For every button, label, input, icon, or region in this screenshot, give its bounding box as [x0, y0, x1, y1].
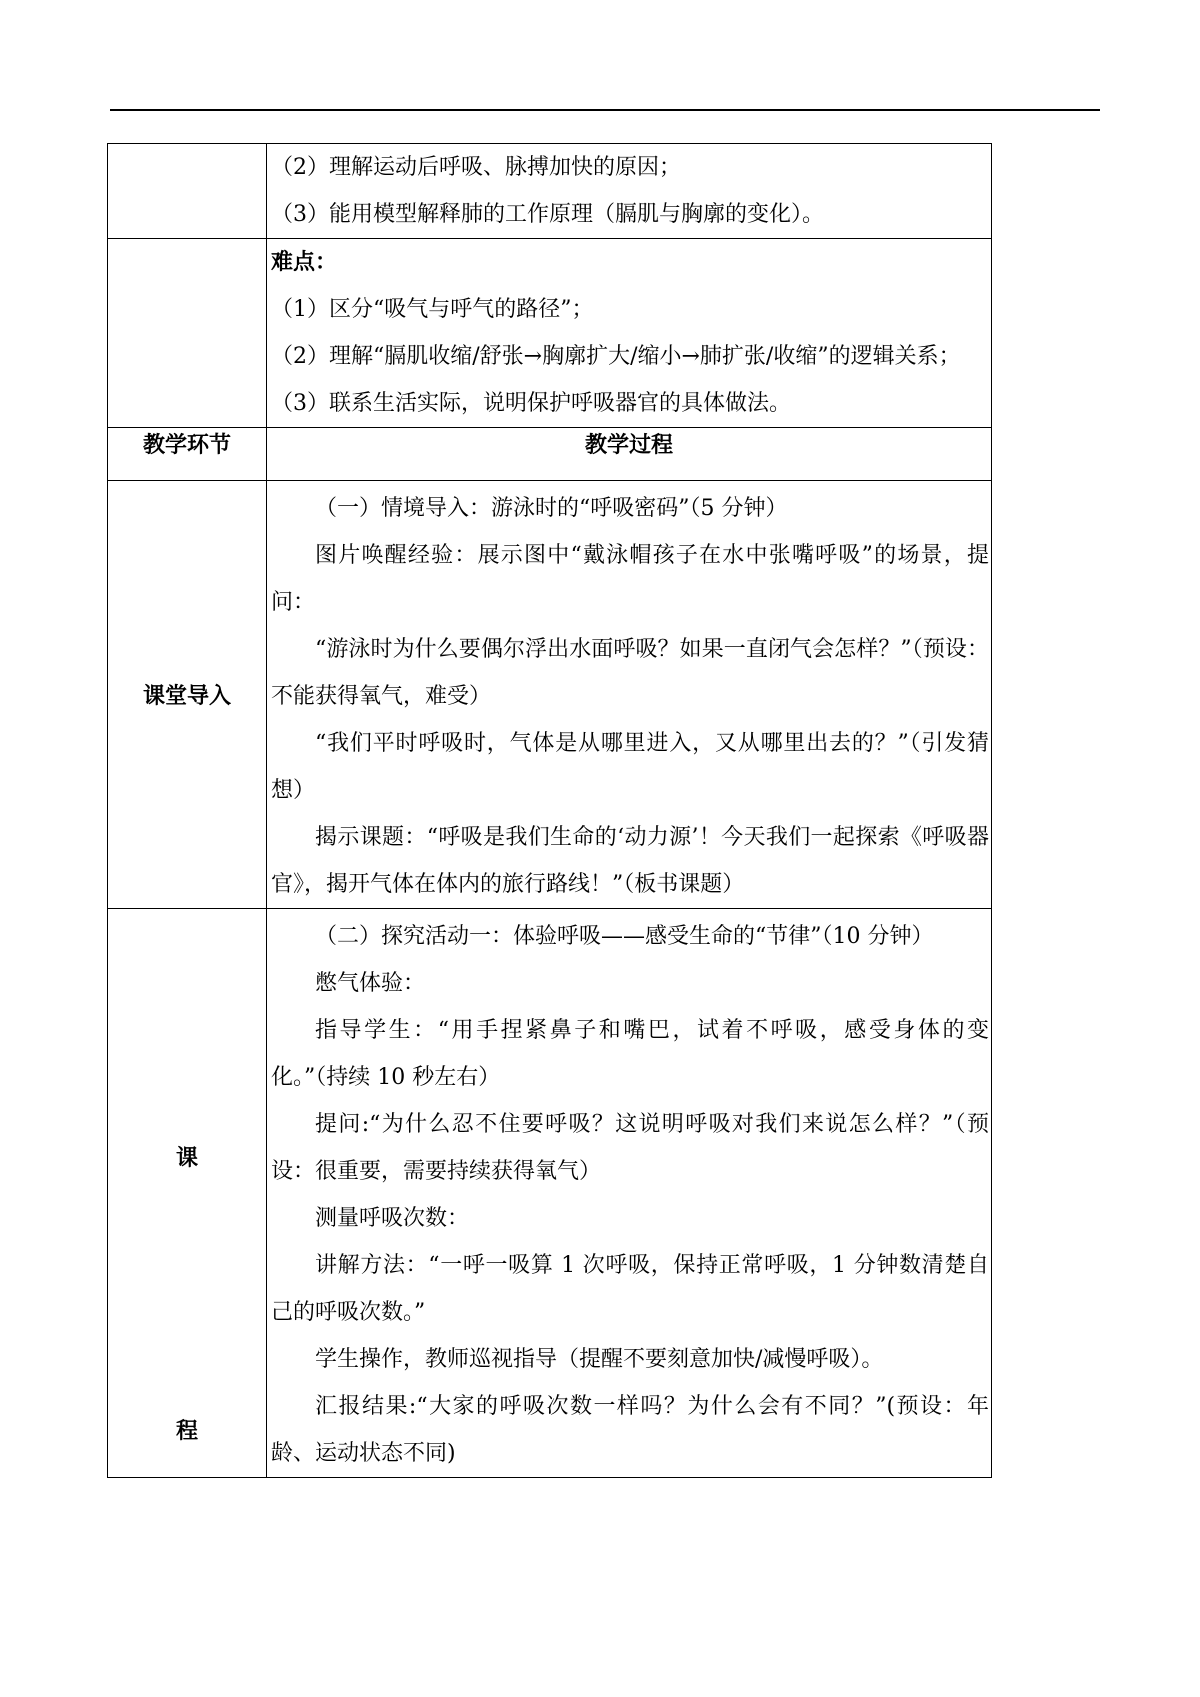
header-teaching-stage: 教学环节 [108, 428, 267, 481]
process-row [108, 909, 992, 1478]
process-label-top: 课 [175, 1146, 198, 1171]
objective-item: （3）能用模型解释肺的工作原理（膈肌与胸廓的变化）。 [271, 202, 824, 227]
process-paragraph: 汇报结果:“大家的呼吸次数一样吗？为什么会有不同？”(预设：年龄、运动状态不同) [271, 1394, 989, 1466]
process-paragraph: 指导学生：“用手捏紧鼻子和嘴巴，试着不呼吸，感受身体的变化。”（持续 10 秒左右） [271, 1018, 989, 1090]
process-paragraph: 憋气体验： [315, 971, 426, 996]
objectives-label-cell [108, 144, 267, 239]
objective-item: （2）理解运动后呼吸、脉搏加快的原因； [271, 155, 681, 180]
intro-content-cell [267, 481, 992, 909]
table-header-row [108, 428, 992, 481]
difficulties-content-cell [267, 239, 992, 428]
intro-paragraph: “游泳时为什么要偶尔浮出水面呼吸？如果一直闭气会怎样？”（预设：不能获得氧气，难受） [271, 637, 989, 709]
difficulty-item: （1）区分“吸气与呼气的路径”； [271, 297, 594, 322]
objectives-content-cell [267, 144, 992, 239]
difficulties-label-cell [108, 239, 267, 428]
process-content-cell [267, 909, 992, 1478]
intro-row [108, 481, 992, 909]
process-paragraph: 提问:“为什么忍不住要呼吸？这说明呼吸对我们来说怎么样？”（预设：很重要，需要持续获得氧气） [271, 1112, 989, 1184]
difficulties-heading: 难点： [271, 250, 338, 275]
process-paragraph: 学生操作，教师巡视指导（提醒不要刻意加快/减慢呼吸）。 [315, 1347, 884, 1372]
lesson-plan-table [107, 143, 992, 1478]
intro-paragraph: 图片唤醒经验：展示图中“戴泳帽孩子在水中张嘴呼吸”的场景，提问： [271, 543, 989, 615]
header-teaching-process: 教学过程 [267, 428, 992, 481]
intro-paragraph: 揭示课题：“呼吸是我们生命的‘动力源’！今天我们一起探索《呼吸器官》，揭开气体在体内的旅行路线！”（板书课题） [271, 825, 989, 897]
process-paragraph: 讲解方法：“一呼一吸算 1 次呼吸，保持正常呼吸，1 分钟数清楚自己的呼吸次数。” [271, 1253, 989, 1325]
intro-label: 课堂导入 [108, 481, 267, 909]
process-paragraph: 测量呼吸次数： [315, 1206, 470, 1231]
difficulty-item: （3）联系生活实际，说明保护呼吸器官的具体做法。 [271, 391, 791, 416]
process-label-cell [108, 909, 267, 1478]
process-title: （二）探究活动一：体验呼吸——感受生命的“节律”（10 分钟） [315, 924, 934, 949]
intro-title: （一）情境导入：游泳时的“呼吸密码”（5 分钟） [315, 496, 788, 521]
difficulty-item: （2）理解“膈肌收缩/舒张→胸廓扩大/缩小→肺扩张/收缩”的逻辑关系； [271, 344, 961, 369]
difficulties-row [108, 239, 992, 428]
header-rule [110, 109, 1100, 111]
process-label-bottom: 程 [175, 1419, 198, 1444]
objectives-row [108, 144, 992, 239]
intro-paragraph: “我们平时呼吸时，气体是从哪里进入，又从哪里出去的？”（引发猜想） [271, 731, 989, 803]
